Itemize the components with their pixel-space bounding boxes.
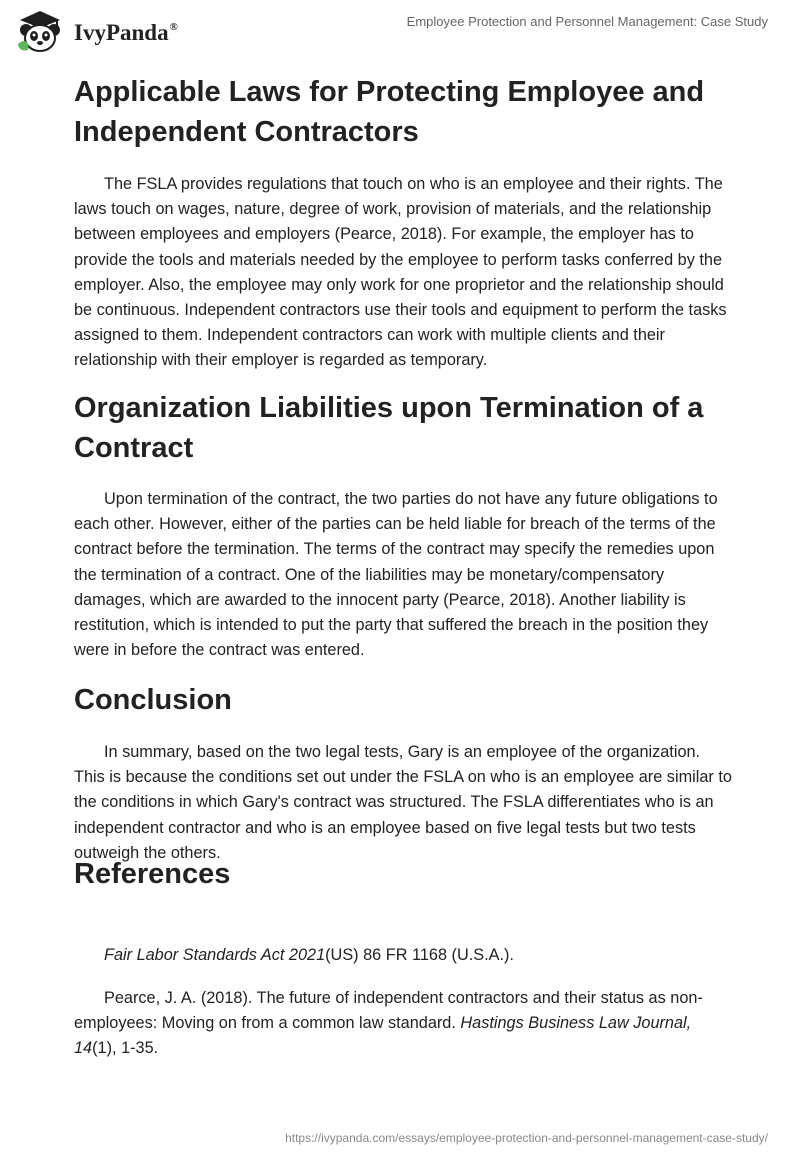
source-url-link[interactable]: https://ivypanda.com/essays/employee-protection-and-personnel-management-case-study/ bbox=[285, 1131, 768, 1145]
document-title: Employee Protection and Personnel Management: Case Study bbox=[406, 14, 768, 29]
references-heading: References bbox=[74, 858, 231, 890]
section-heading-conclusion: Conclusion bbox=[74, 684, 232, 716]
brand-name[interactable]: IvyPanda® bbox=[74, 20, 178, 45]
section-body-conclusion: In summary, based on the two legal tests, Gary is an employee of the organization. This is because the conditions set out under the FSLA on who is an employee are similar to the conditions in which Gary's contract was structured. The FSLA differentiates who is an independent contractor and who is an employee based on five legal tests but two tests outweigh the others. bbox=[74, 743, 732, 862]
ivypanda-logo-icon[interactable] bbox=[16, 8, 64, 54]
section-body-liabilities: Upon termination of the contract, the two parties do not have any future obligations to each other. However, either of the parties can be held liable for breach of the terms of the contract before the termination. The terms of the contract may specify the remedies upon the termination of a contract. One of the liabilities may be monetary/compensatory damages, which are awarded to the innocent party (Pearce, 2018). Another liability is restitution, which is intended to put the party that suffered the breach in the position they were in before the contract was entered. bbox=[74, 490, 718, 660]
section-heading-liabilities: Organization Liabilities upon Termination of a Contract bbox=[74, 392, 704, 464]
section-heading-applicable-laws: Applicable Laws for Protecting Employee and Independent Contractors bbox=[74, 76, 705, 148]
page-header bbox=[0, 0, 800, 60]
reference-item-pearce: Pearce, J. A. (2018). The future of independent contractors and their status as non-employees: Moving on from a common law standard. Hastings Business Law Journal, 14(1), 1-35. bbox=[74, 989, 703, 1058]
reference-title: Fair Labor Standards Act 2021 bbox=[104, 946, 326, 964]
reference-journal: Hastings Business Law Journal, 14 bbox=[74, 1014, 692, 1058]
section-body-applicable-laws: The FSLA provides regulations that touch on who is an employee and their rights. The laws touch on wages, nature, degree of work, provision of materials, and the relationship between employees and employers (Pearce, 2018). For example, the employer has to provide the tools and materials needed by the employee to perform tasks conferred by the employer. Also, the employee may only work for one proprietor and the relationship should be continuous. Independent contractors use their tools and equipment to perform the tasks assigned to them. Independent contractors can work with multiple clients and their relationship with their employer is regarded as temporary. bbox=[74, 175, 727, 370]
reference-item-flsa: Fair Labor Standards Act 2021(US) 86 FR 1168 (U.S.A.). bbox=[104, 946, 514, 964]
